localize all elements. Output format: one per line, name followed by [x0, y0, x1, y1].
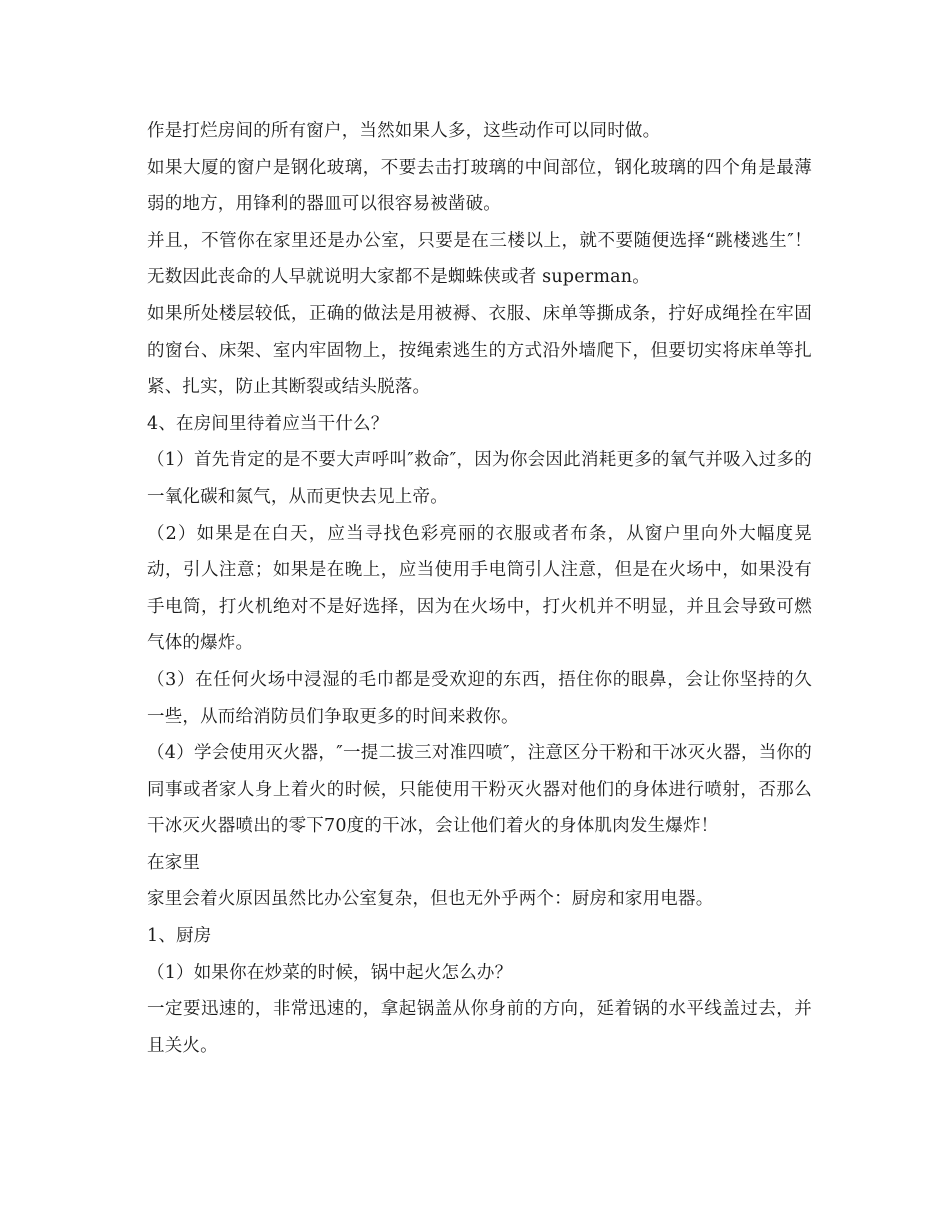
kitchen-item-1-answer: 一定要迅速的，非常迅速的，拿起锅盖从你身前的方向，延着锅的水平线盖过去，并且关火。	[147, 999, 812, 1056]
paragraph-2: 如果大厦的窗户是钢化玻璃，不要去击打玻璃的中间部位，钢化玻璃的四个角是最薄弱的地方，用锋利的器皿可以很容易被凿破。	[147, 157, 812, 215]
kitchen-item-1: （1）如果你在炒菜的时候，锅中起火怎么办？	[147, 962, 513, 983]
section-heading-4: 4、在房间里待着应当干什么？	[147, 413, 389, 434]
section-heading-home: 在家里	[147, 852, 201, 873]
section-heading-kitchen: 1、厨房	[147, 926, 212, 947]
list-item-3: （3）在任何火场中浸湿的毛巾都是受欢迎的东西，捂住你的眼鼻，会让你坚持的久一些，从而给消防员们争取更多的时间来救你。	[147, 669, 812, 727]
paragraph-home-intro: 家里会着火原因虽然比办公室复杂，但也无外乎两个：厨房和家用电器。	[147, 889, 714, 910]
paragraph-4: 如果所处楼层较低，正确的做法是用被褥、衣服、床单等撕成条，拧好成绳拴在牢固的窗台、床架、室内牢固物上，按绳索逃生的方式沿外墙爬下，但要切实将床单等扎紧、扎实，防止其断裂或结头脱落。	[147, 303, 812, 398]
paragraph-3: 并且，不管你在家里还是办公室，只要是在三楼以上，就不要随便选择“跳楼逃生″！无数因此丧命的人早就说明大家都不是蜘蛛侠或者 superman。	[147, 230, 812, 288]
document-body	[147, 113, 812, 1064]
list-item-2: （2）如果是在白天，应当寻找色彩亮丽的衣服或者布条，从窗户里向外大幅度晃动，引人注意；如果是在晚上，应当使用手电筒引人注意，但是在火场中，如果没有手电筒，打火机绝对不是好选择，因为在火场中，打火机并不明显，并且会导致可燃气体的爆炸。	[147, 523, 812, 654]
list-item-4: （4）学会使用灭火器，″一提二拔三对准四喷″，注意区分干粉和干冰灭火器，当你的同事或者家人身上着火的时候，只能使用干粉灭火器对他们的身体进行喷射，否那么干冰灭火器喷出的零下70度的干冰，会让他们着火的身体肌肉发生爆炸！	[147, 743, 812, 837]
list-item-1: （1）首先肯定的是不要大声呼叫″救命″，因为你会因此消耗更多的氧气并吸入过多的一氧化碳和氮气，从而更快去见上帝。	[147, 450, 812, 507]
paragraph-1: 作是打烂房间的所有窗户，当然如果人多，这些动作可以同时做。	[147, 121, 661, 141]
